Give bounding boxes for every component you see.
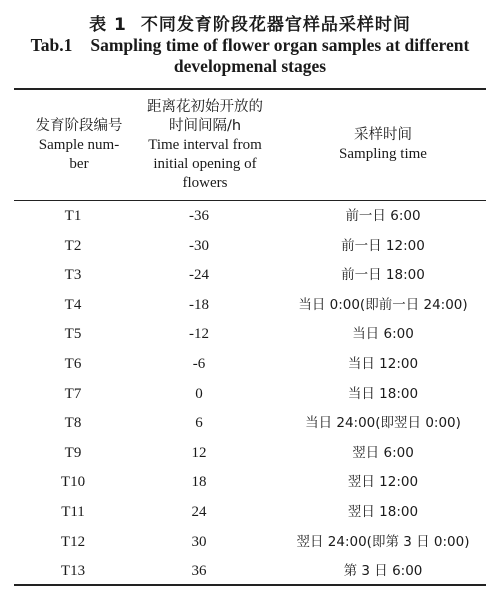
cell-sample-number: T10 bbox=[60, 474, 86, 491]
table-row bbox=[14, 468, 486, 498]
cell-sample-number: T2 bbox=[64, 237, 82, 254]
cell-sample-number: T8 bbox=[64, 415, 82, 432]
table-row bbox=[14, 350, 486, 380]
cell-time-interval: 30 bbox=[191, 533, 207, 550]
table-title-chinese: 不同发育阶段花器官样品采样时间 bbox=[140, 15, 411, 35]
cell-sample-number: T7 bbox=[64, 385, 82, 402]
cell-sample-number: T4 bbox=[64, 296, 82, 313]
cell-sample-number: T1 bbox=[64, 208, 82, 224]
header-col2-zh-line2: 时间间隔/h bbox=[168, 117, 242, 134]
cell-time-interval: -30 bbox=[189, 237, 209, 254]
cell-sample-number: T12 bbox=[60, 533, 86, 550]
table-label-english: Tab.1 bbox=[30, 35, 73, 55]
table-row bbox=[14, 409, 486, 439]
cell-sample-number: T9 bbox=[64, 444, 82, 461]
cell-time-interval: 6 bbox=[195, 415, 203, 432]
cell-time-interval: -6 bbox=[192, 355, 206, 372]
cell-sampling-time: 第 3 日 6:00 bbox=[343, 563, 423, 580]
table-label-chinese: 表 1 bbox=[89, 15, 127, 35]
cell-time-interval: 12 bbox=[191, 444, 207, 461]
cell-sampling-time: 翌日 24:00(即第 3 日 0:00) bbox=[296, 533, 470, 550]
header-col2-zh-line1: 距离花初始开放的 bbox=[147, 98, 263, 115]
cell-sample-number: T3 bbox=[64, 267, 82, 284]
header-time-interval bbox=[130, 92, 280, 198]
header-col2-en-line2: initial opening of bbox=[153, 155, 257, 172]
table-row bbox=[14, 439, 486, 469]
cell-time-interval: 0 bbox=[195, 385, 203, 402]
cell-time-interval: -24 bbox=[189, 267, 209, 284]
table-row bbox=[14, 380, 486, 410]
cell-sampling-time: 当日 6:00 bbox=[352, 326, 414, 343]
table-row bbox=[14, 261, 486, 291]
cell-time-interval: -18 bbox=[189, 296, 209, 313]
cell-sampling-time: 当日 18:00 bbox=[347, 385, 419, 402]
table-top-rule bbox=[14, 88, 486, 90]
table-row bbox=[14, 320, 486, 350]
table-bottom-rule bbox=[14, 584, 486, 586]
header-col1-en-line1: Sample num- bbox=[38, 136, 120, 153]
table-row bbox=[14, 202, 486, 232]
cell-sample-number: T6 bbox=[64, 355, 82, 372]
header-sampling-time bbox=[280, 92, 486, 198]
cell-sample-number: T13 bbox=[60, 563, 86, 580]
table-caption-english bbox=[30, 35, 470, 77]
cell-time-interval: -36 bbox=[189, 208, 209, 224]
table-row bbox=[14, 232, 486, 262]
header-col3-zh: 采样时间 bbox=[354, 127, 412, 143]
header-col1-zh: 发育阶段编号 bbox=[35, 117, 123, 134]
header-sample-number bbox=[14, 92, 144, 198]
cell-sample-number: T11 bbox=[61, 503, 85, 520]
cell-sampling-time: 当日 0:00(即前一日 24:00) bbox=[298, 296, 468, 313]
cell-sampling-time: 前一日 12:00 bbox=[341, 237, 425, 254]
cell-sample-number: T5 bbox=[64, 326, 82, 343]
table-row bbox=[14, 498, 486, 528]
cell-time-interval: -12 bbox=[189, 326, 209, 343]
header-col1-en-line2: ber bbox=[69, 155, 89, 172]
table-header-rule bbox=[14, 200, 486, 201]
table-row bbox=[14, 291, 486, 321]
cell-time-interval: 36 bbox=[191, 563, 207, 580]
header-col3-en: Sampling time bbox=[339, 146, 427, 162]
cell-sampling-time: 当日 12:00 bbox=[347, 355, 419, 372]
cell-sampling-time: 翌日 6:00 bbox=[352, 444, 414, 461]
cell-sampling-time: 翌日 18:00 bbox=[347, 503, 419, 520]
table-body bbox=[14, 202, 486, 587]
cell-time-interval: 18 bbox=[191, 474, 207, 491]
cell-sampling-time: 前一日 6:00 bbox=[345, 208, 421, 224]
cell-sampling-time: 当日 24:00(即翌日 0:00) bbox=[305, 415, 461, 432]
table-title-english: Sampling time of flower organ samples at different developmenal stages bbox=[90, 35, 470, 76]
table-row bbox=[14, 557, 486, 587]
header-col2-en-line1: Time interval from bbox=[148, 136, 262, 153]
cell-sampling-time: 前一日 18:00 bbox=[341, 267, 425, 284]
header-col2-en-line3: flowers bbox=[182, 174, 228, 191]
cell-time-interval: 24 bbox=[191, 503, 207, 520]
cell-sampling-time: 翌日 12:00 bbox=[347, 474, 419, 491]
table-row bbox=[14, 528, 486, 558]
table-caption-chinese bbox=[0, 10, 500, 35]
